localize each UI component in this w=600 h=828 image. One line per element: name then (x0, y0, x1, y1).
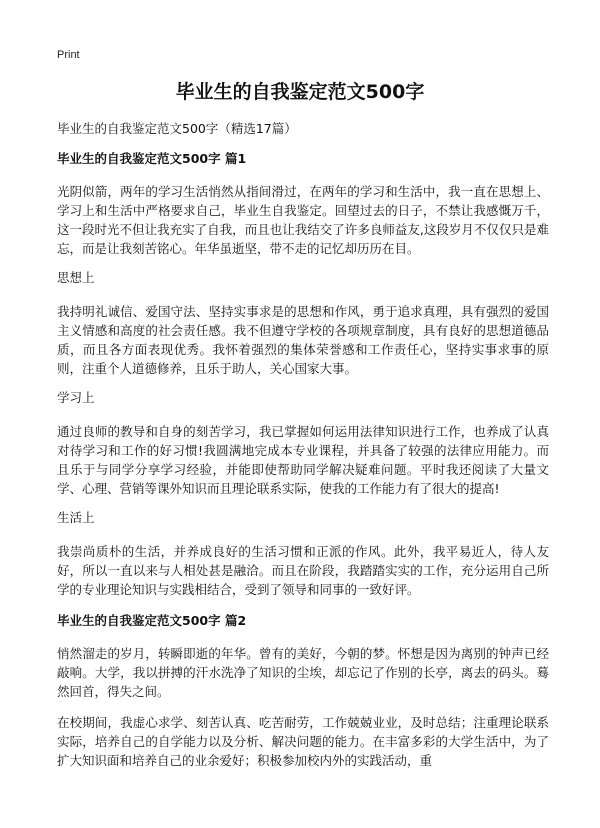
subsection-label: 思想上 (57, 270, 95, 285)
paragraph: 我崇尚质朴的生活，并养成良好的生活习惯和正派的作风。此外，我平易近人，待人友好，所以一直以来与人相处甚是融洽。而且在阶段，我踏踏实实的工作，充分运用自己所学的专业理论知识与实践相结合，受到了领导和同事的一致好评。 (57, 544, 549, 597)
document-body (57, 151, 549, 782)
print-link[interactable]: Print (57, 49, 80, 61)
subsection-label: 学习上 (57, 390, 95, 405)
section-heading: 毕业生的自我鉴定范文500字 篇2 (57, 613, 247, 628)
page-title: 毕业生的自我鉴定范文500字 (175, 81, 425, 103)
subsection-label: 生活上 (57, 510, 95, 525)
paragraph: 我持明礼诚信、爱国守法、坚持实事求是的思想和作风，勇于追求真理，具有强烈的爱国主义情感和高度的社会责任感。我不但遵守学校的各项规章制度，具有良好的思想道德品质，而且各方面表现优秀。我怀着强烈的集体荣誉感和工作责任心，坚持实事求事的原则，注重个人道德修养，且乐于助人，关心国家大事。 (57, 304, 549, 376)
paragraph: 在校期间，我虚心求学、刻苦认真、吃苦耐劳，工作兢兢业业，及时总结；注重理论联系实际，培养自己的自学能力以及分析、解决问题的能力。在丰富多彩的大学生活中，为了扩大知识面和培养自己的业余爱好；积极参加校内外的实践活动，重 (57, 715, 549, 768)
paragraph: 通过良师的教导和自身的刻苦学习，我已掌握如何运用法律知识进行工作，也养成了认真对待学习和工作的好习惯!我圆满地完成本专业课程，并具备了较强的法律应用能力。而且乐于与同学分享学习经验，并能即使帮助同学解决疑难问题。平时我还阅读了大量文学、心理、营销等课外知识而且理论联系实际，使我的工作能力有了很大的提高! (57, 424, 549, 496)
section-heading: 毕业生的自我鉴定范文500字 篇1 (57, 151, 247, 166)
document-subtitle: 毕业生的自我鉴定范文500字（精选17篇） (57, 121, 297, 136)
paragraph: 悄然溜走的岁月，转瞬即逝的年华。曾有的美好，今朝的梦。怀想是因为离别的钟声已经敲响。大学，我以拼搏的汗水洗净了知识的尘埃，却忘记了作别的长亭，离去的码头。蓦然回首，得失之间。 (57, 646, 549, 699)
paragraph: 光阴似箭，两年的学习生活悄然从指间滑过，在两年的学习和生活中，我一直在思想上、学习上和生活中严格要求自己，毕业生自我鉴定。回望过去的日子，不禁让我感慨万千，这一段时光不但让我充实了自我，而且也让我结交了许多良师益友,这段岁月不仅仅只是难忘，而是让我刻苦铭心。年华虽逝坚，带不走的记忆却历历在目。 (57, 184, 549, 256)
